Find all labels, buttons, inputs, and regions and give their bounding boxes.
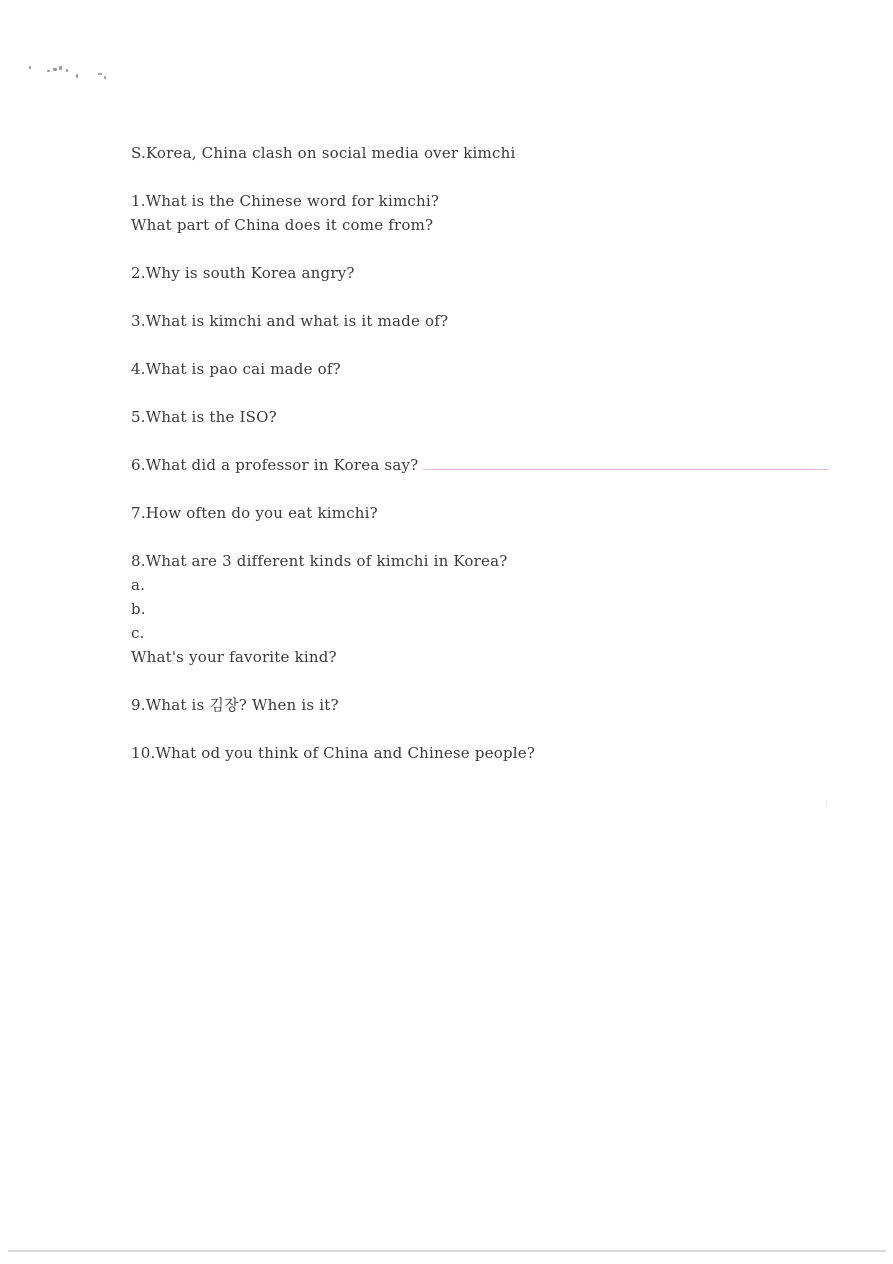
question-10: 10.What od you think of China and Chinese people?: [131, 744, 536, 762]
answer-slot-a: a.: [131, 576, 146, 594]
question-6: 6.What did a professor in Korea say?: [131, 456, 419, 474]
scan-mark: [826, 800, 827, 806]
question-9: 9.What is 김장? When is it?: [131, 696, 339, 714]
scan-bottom-edge: [8, 1250, 886, 1252]
question-7: 7.How often do you eat kimchi?: [131, 504, 378, 522]
question-3: 3.What is kimchi and what is it made of?: [131, 312, 449, 330]
question-1-part-2: What part of China does it come from?: [131, 216, 434, 234]
answer-slot-b: b.: [131, 600, 146, 618]
question-8-followup: What's your favorite kind?: [131, 648, 337, 666]
question-4: 4.What is pao cai made of?: [131, 360, 341, 378]
scan-noise: [26, 62, 116, 84]
question-2: 2.Why is south Korea angry?: [131, 264, 355, 282]
answer-slot-c: c.: [131, 624, 145, 642]
question-1: 1.What is the Chinese word for kimchi?: [131, 192, 440, 210]
worksheet-title: S.Korea, China clash on social media over kimchi: [131, 144, 516, 162]
question-8: 8.What are 3 different kinds of kimchi in Korea?: [131, 552, 508, 570]
worksheet-content: [131, 141, 851, 765]
pink-underline: [423, 469, 828, 470]
question-5: 5.What is the ISO?: [131, 408, 277, 426]
question-6-row: [131, 453, 851, 477]
